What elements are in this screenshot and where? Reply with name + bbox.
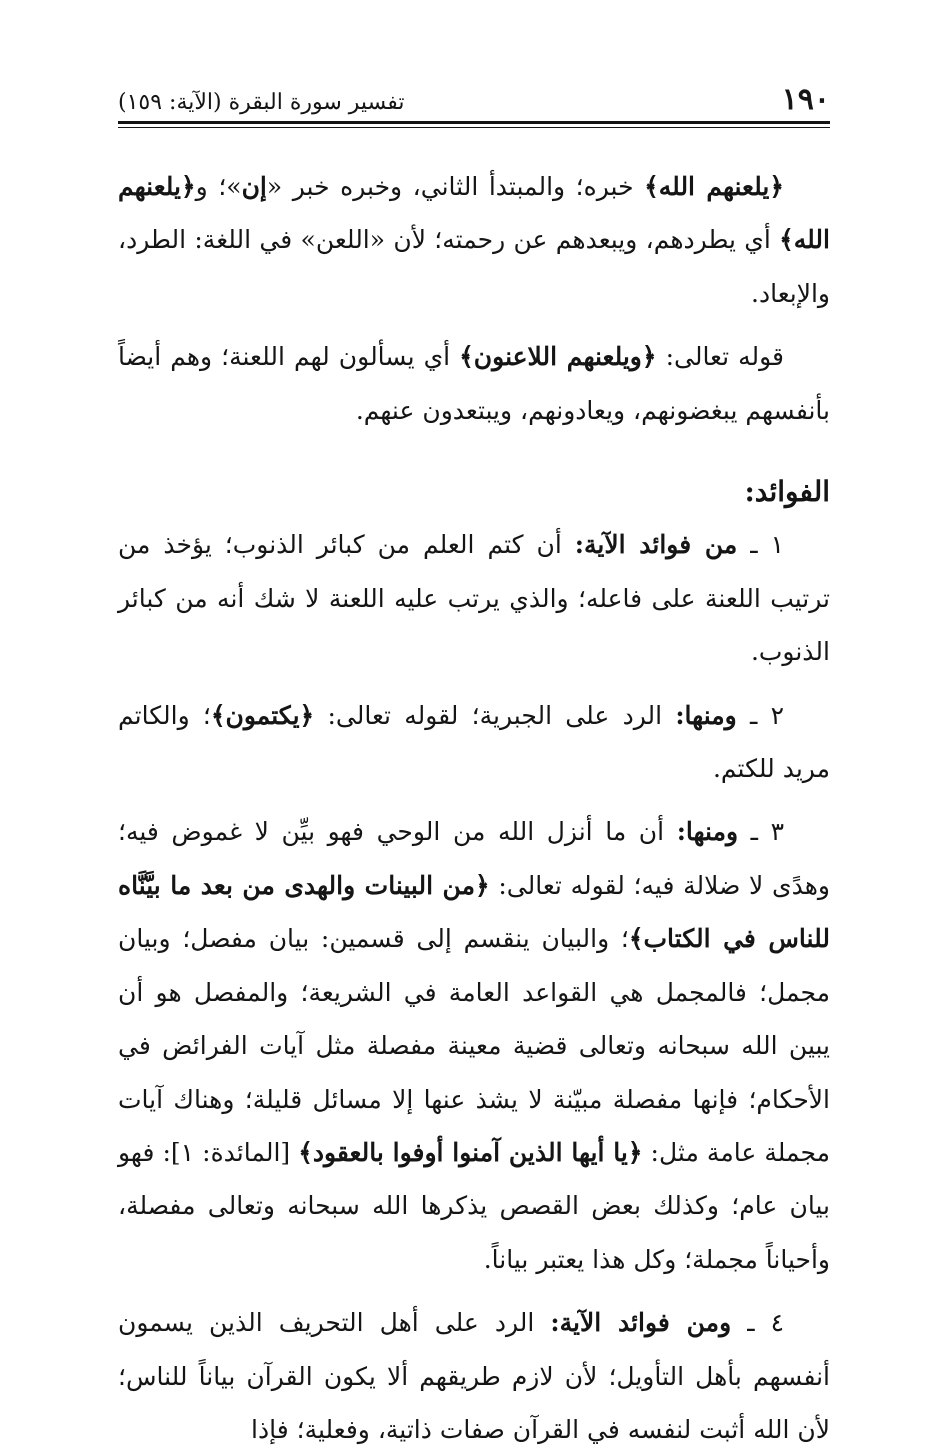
running-title: تفسير سورة البقرة (الآية: ١٥٩) [118,90,405,115]
text-span: الرد على أهل التحريف الذين يسمون أنفسهم بأهل التأويل؛ لأن لازم طريقهم ألا يكون القرآن بياناً للناس؛ لأن الله أثبت لنفسه في القرآن صفات ذاتية، وفعلية؛ فإذا [118,1308,830,1444]
quran-quote: ﴿يا أيها الذين آمنوا أوفوا بالعقود﴾ [298,1137,643,1167]
text-span: أي يطردهم، ويبعدهم عن رحمته؛ لأن «اللعن» في اللغة: الطرد، والإبعاد. [118,225,830,308]
paragraph-curse-meaning [118,160,830,320]
page-number: ١٩٠ [781,82,830,117]
benefit-number: ٣ ـ [738,817,785,847]
header-rule-thin [118,127,830,128]
quran-quote: ﴿يكتمون﴾ [210,700,315,730]
body-text [118,160,830,1456]
benefit-label: ومن فوائد الآية: [550,1308,732,1338]
quran-quote: ﴿يلعنهم الله﴾ [644,172,784,201]
benefit-number: ٢ ـ [736,700,784,730]
benefit-label: ومنها: [675,700,737,730]
page-header [118,76,830,120]
benefit-number: ٤ ـ [731,1308,784,1338]
benefits-heading: الفوائد: [744,475,830,509]
text-span: قوله تعالى: [656,342,784,372]
paragraph-cursers [118,330,830,437]
benefit-1 [118,518,830,678]
benefit-4 [118,1296,830,1456]
header-rule-thick [118,121,830,124]
text-span: ؛ والكاتم مريد للكتم. [118,700,830,784]
quran-quote: ﴿ويلعنهم اللاعنون﴾ [459,342,657,372]
text-span: أن ما أنزل الله من الوحي فهو بيِّن لا غموض فيه؛ وهدًى لا ضلالة فيه؛ لقوله تعالى: [118,817,830,900]
text-span: »؛ و [195,172,242,201]
text-span: أي يسألون لهم اللعنة؛ وهم أيضاً بأنفسهم يبغضونهم، ويعادونهم، ويبتعدون عنهم. [118,342,830,425]
quran-quote: ﴿يلعنهم الله﴾ [118,172,830,255]
text-span: أن كتم العلم من كبائر الذنوب؛ يؤخذ من ترتيب اللعنة على فاعله؛ والذي يرتب عليه اللعنة لا شك أنه من كبائر الذنوب. [118,530,830,667]
benefit-label: من فوائد الآية: [574,530,738,560]
text-span: ؛ والبيان ينقسم إلى قسمين: بيان مفصل؛ وبيان مجمل؛ فالمجمل هي القواعد العامة في الشريعة؛ والمفصل هو أن يبين الله سبحانه وتعالى قضية معينة مفصلة مثل آيات الفرائض في الأحكام؛ فإنها مفصلة مبيّنة لا يشذ عنها إلا مسائل قليلة؛ وهناك آيات مجملة عامة مثل: [118,924,830,1167]
text-span: الرد على الجبرية؛ لقوله تعالى: [314,700,676,730]
text-span: [المائدة: ١]: فهو بيان عام؛ وكذلك بعض القصص يذكرها الله سبحانه وتعالى مفصلة، وأحياناً مجملة؛ وكل هذا يعتبر بياناً. [118,1137,830,1274]
benefit-number: ١ ـ [737,530,784,560]
quran-quote: ﴿من البينات والهدى من بعد ما بيَّنَّاه للناس في الكتاب﴾ [118,870,830,954]
benefit-3 [118,805,830,1286]
benefit-2 [118,689,830,796]
bold-term: إن [241,172,267,201]
text-span: خبره؛ والمبتدأ الثاني، وخبره خبر « [266,172,645,201]
benefit-label: ومنها: [676,817,739,847]
